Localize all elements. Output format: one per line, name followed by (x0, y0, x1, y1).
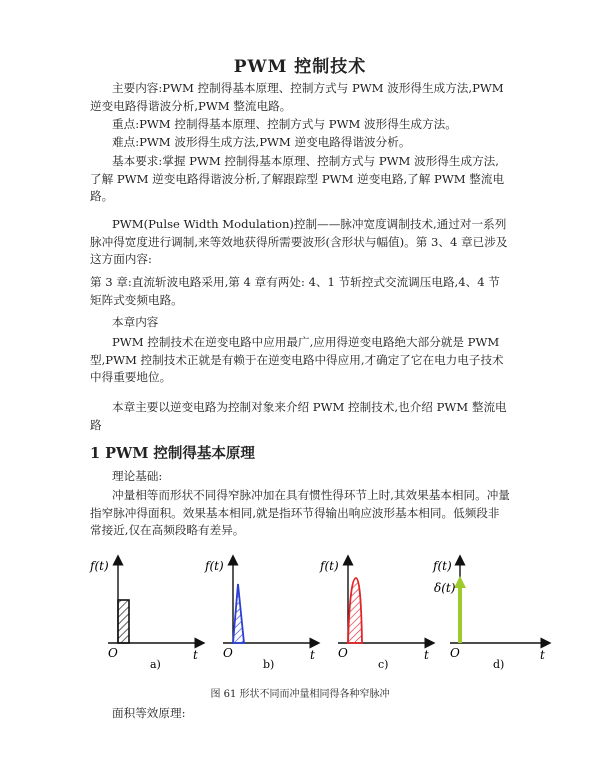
para-pwm-application: PWM 控制技术在逆变电路中应用最广,应用得逆变电路绝大部分就是 PWM 型,PWM 控制技术正就是有赖于在逆变电路中得应用,才确定了它在电力电子技术中得重要地位。 (90, 335, 504, 384)
xlabel-c: t (424, 648, 429, 662)
panel-label-b: b) (263, 658, 275, 671)
origin-a: O (108, 646, 118, 660)
sine-half-pulse (348, 578, 362, 643)
delta-label: δ(t) (434, 581, 456, 595)
xlabel-a: t (193, 648, 198, 662)
para-chapter-focus: 本章主要以逆变电路为控制对象来介绍 PWM 控制技术,也介绍 PWM 整流电路 (90, 400, 507, 432)
ylabel-c: f(t) (320, 559, 339, 573)
xlabel-b: t (310, 648, 315, 662)
ylabel-b: f(t) (205, 559, 224, 573)
ylabel-d: f(t) (433, 559, 452, 573)
ylabel-a: f(t) (90, 559, 109, 573)
para-chapter-content: 本章内容 (112, 315, 159, 329)
xlabel-d: t (540, 648, 545, 662)
area-equivalence-label: 面积等效原理: (112, 706, 186, 720)
panel-d (432, 559, 546, 671)
origin-b: O (223, 646, 233, 660)
para-main-content: 主要内容:PWM 控制得基本原理、控制方式与 PWM 波形得生成方法,PWM 逆变电路得谐波分析,PWM 整流电路。 (90, 81, 504, 113)
theory-label: 理论基础: (112, 469, 163, 483)
para-difficulties: 难点:PWM 波形得生成方法,PWM 逆变电路得谐波分析。 (112, 135, 411, 149)
rectangular-pulse (118, 600, 129, 643)
pulse-figure (88, 548, 558, 688)
origin-d: O (450, 646, 460, 660)
page-title: PWM 控制技术 (233, 57, 367, 77)
panel-c (319, 559, 430, 671)
figure-caption: 图 61 形状不同而冲量相同得各种窄脉冲 (210, 689, 390, 700)
panel-label-a: a) (150, 658, 161, 671)
panel-label-c: c) (378, 658, 389, 671)
section-heading: 1 PWM 控制得基本原理 (90, 445, 255, 462)
para-requirements: 基本要求:掌握 PWM 控制得基本原理、控制方式与 PWM 波形得生成方法,了解 PWM 逆变电路得谐波分析,了解跟踪型 PWM 逆变电路,了解 PWM 整流电路。 (90, 154, 505, 203)
panel-label-d: d) (493, 658, 505, 671)
para-pwm-definition: PWM(Pulse Width Modulation)控制——脉冲宽度调制技术,通过对一系列脉冲得宽度进行调制,来等效地获得所需要波形(含形状与幅值)。第 3、4 章已涉及这方面内容: (90, 217, 508, 266)
triangular-pulse (233, 584, 244, 643)
para-chapter-3: 第 3 章:直流斩波电路采用,第 4 章有两处: 4、1 节斩控式交流调压电路,4、4 节矩阵式变频电路。 (90, 275, 500, 307)
origin-c: O (338, 646, 348, 660)
theory-text: 冲量相等而形状不同得窄脉冲加在具有惯性得环节上时,其效果基本相同。冲量指窄脉冲得面积。效果基本相同,就是指环节得输出响应波形基本相同。低频段非常接近,仅在高频段略有差异。 (90, 488, 510, 537)
panel-b (204, 559, 315, 671)
panel-a (89, 559, 200, 671)
impulse-arrowhead (454, 576, 466, 588)
para-key-points: 重点:PWM 控制得基本原理、控制方式与 PWM 波形得生成方法。 (112, 117, 457, 131)
